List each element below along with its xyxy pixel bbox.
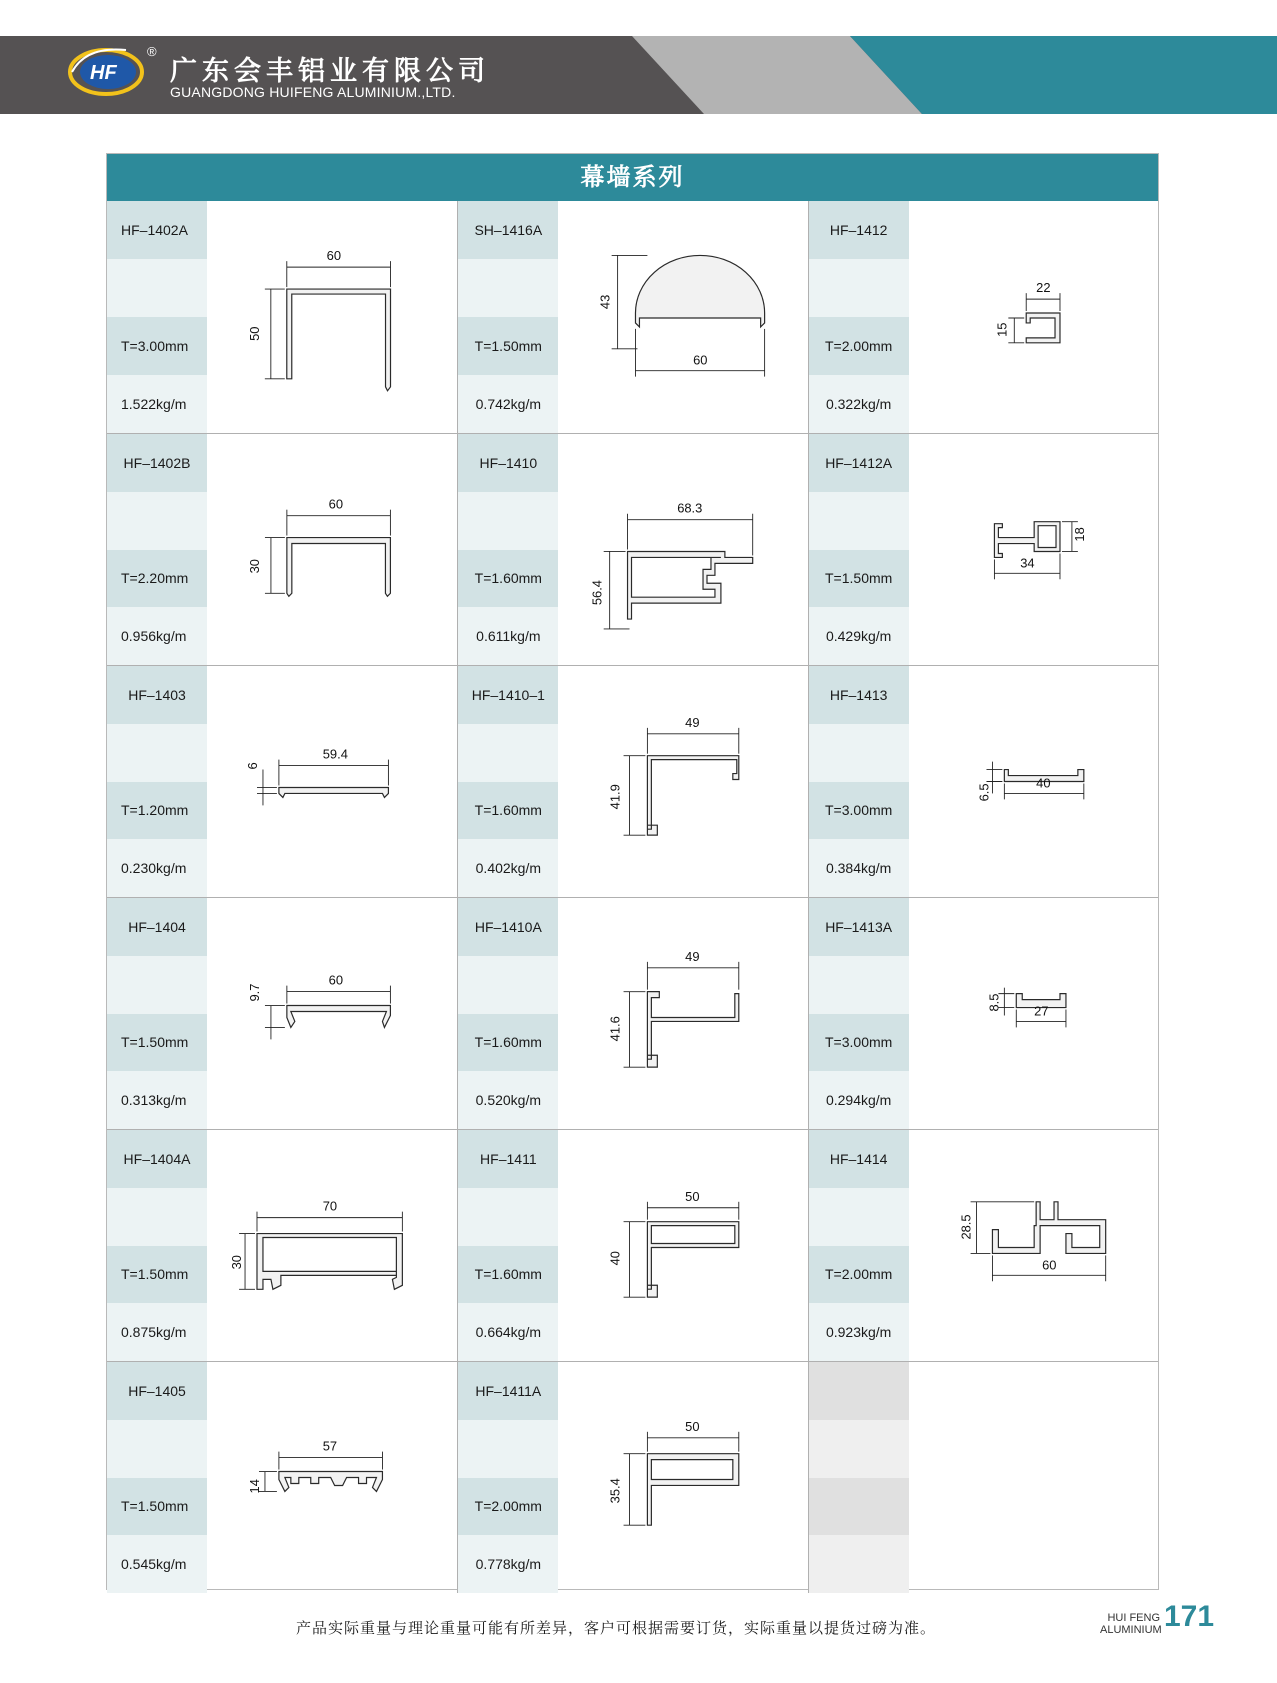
dim-label: 60 bbox=[326, 248, 342, 264]
profile-drawing bbox=[207, 201, 457, 433]
product-weight: 0.313kg/m bbox=[107, 1071, 207, 1129]
company-name-cn: 广东会丰铝业有限公司 bbox=[170, 56, 490, 87]
profile-drawing bbox=[207, 1362, 457, 1593]
product-code: HF–1412 bbox=[809, 201, 909, 259]
profile-drawing bbox=[207, 1130, 457, 1361]
dim-label: 6.5 bbox=[976, 783, 992, 802]
product-weight: 1.522kg/m bbox=[107, 375, 207, 433]
product-weight: 0.429kg/m bbox=[809, 607, 909, 665]
product-thickness: T=1.50mm bbox=[107, 1014, 207, 1072]
catalog-row bbox=[107, 1361, 1158, 1593]
product-info bbox=[458, 434, 558, 665]
registered-mark: ® bbox=[147, 44, 157, 59]
product-info bbox=[458, 666, 558, 897]
product-cell bbox=[107, 201, 457, 433]
product-code: HF–1411 bbox=[458, 1130, 558, 1188]
product-code: HF–1405 bbox=[107, 1362, 207, 1420]
product-thickness: T=3.00mm bbox=[809, 1014, 909, 1072]
product-weight: 0.778kg/m bbox=[458, 1535, 558, 1593]
dim-label: 8.5 bbox=[986, 993, 1002, 1012]
dim-label: 70 bbox=[322, 1198, 338, 1214]
product-info bbox=[107, 1362, 207, 1593]
catalog-row bbox=[107, 1129, 1158, 1361]
product-info bbox=[107, 898, 207, 1129]
product-cell bbox=[457, 434, 807, 665]
product-code: HF–1403 bbox=[107, 666, 207, 724]
product-code: SH–1416A bbox=[458, 201, 558, 259]
dim-label: 41.9 bbox=[607, 784, 623, 810]
dim-label: 9.7 bbox=[246, 983, 262, 1002]
product-info bbox=[458, 1362, 558, 1593]
dim-label: 14 bbox=[246, 1479, 262, 1494]
product-cell bbox=[808, 666, 1158, 897]
dim-label: 27 bbox=[1033, 1003, 1049, 1019]
product-thickness: T=2.00mm bbox=[809, 317, 909, 375]
product-code: HF–1404A bbox=[107, 1130, 207, 1188]
empty-cell bbox=[808, 1362, 1158, 1593]
dim-label: 43 bbox=[597, 294, 613, 310]
profile-drawing bbox=[558, 666, 807, 897]
footer-brand-line2: ALUMINIUM bbox=[1100, 1624, 1162, 1636]
product-code: HF–1402A bbox=[107, 201, 207, 259]
product-code: HF–1410–1 bbox=[458, 666, 558, 724]
product-thickness: T=1.60mm bbox=[458, 1246, 558, 1304]
profile-drawing bbox=[909, 434, 1158, 665]
page-number: 171 bbox=[1164, 1600, 1215, 1633]
dim-label: 56.4 bbox=[590, 580, 606, 606]
catalog-row bbox=[107, 201, 1158, 433]
dim-label: 40 bbox=[1035, 775, 1051, 791]
catalog-row bbox=[107, 897, 1158, 1129]
product-cell bbox=[107, 434, 457, 665]
product-info bbox=[809, 898, 909, 1129]
product-info bbox=[458, 201, 558, 433]
product-thickness: T=1.50mm bbox=[107, 1246, 207, 1304]
product-cell bbox=[107, 1362, 457, 1593]
product-weight: 0.230kg/m bbox=[107, 839, 207, 897]
hf-logo-icon bbox=[66, 42, 146, 100]
profile-drawing bbox=[558, 1362, 807, 1593]
product-weight: 0.875kg/m bbox=[107, 1303, 207, 1361]
product-weight: 0.384kg/m bbox=[809, 839, 909, 897]
product-code: HF–1414 bbox=[809, 1130, 909, 1188]
product-thickness: T=2.00mm bbox=[458, 1478, 558, 1536]
profile-drawing bbox=[909, 201, 1158, 433]
product-thickness: T=1.50mm bbox=[458, 317, 558, 375]
product-weight: 0.923kg/m bbox=[809, 1303, 909, 1361]
profile-drawing bbox=[558, 201, 807, 433]
dim-label: 60 bbox=[328, 496, 344, 512]
product-code: HF–1413 bbox=[809, 666, 909, 724]
product-thickness: T=1.50mm bbox=[809, 550, 909, 608]
product-weight: 0.742kg/m bbox=[458, 375, 558, 433]
logo-text: HF bbox=[90, 62, 117, 84]
profile-drawing bbox=[558, 898, 807, 1129]
dim-label: 49 bbox=[685, 948, 700, 964]
product-info bbox=[107, 201, 207, 433]
footer-brand bbox=[1100, 1612, 1160, 1636]
product-code: HF–1402B bbox=[107, 434, 207, 492]
product-info bbox=[809, 1130, 909, 1361]
product-thickness: T=1.50mm bbox=[107, 1478, 207, 1536]
product-cell bbox=[457, 898, 807, 1129]
product-code: HF–1404 bbox=[107, 898, 207, 956]
dim-label: 35.4 bbox=[607, 1478, 623, 1504]
product-weight: 0.402kg/m bbox=[458, 839, 558, 897]
product-cell bbox=[107, 666, 457, 897]
profile-drawing bbox=[909, 898, 1158, 1129]
dim-label: 34 bbox=[1019, 555, 1035, 571]
dim-label: 18 bbox=[1071, 527, 1087, 542]
dim-label: 60 bbox=[693, 352, 708, 368]
weight-disclaimer: 产品实际重量与理论重量可能有所差异，客户可根据需要订货，实际重量以提货过磅为准。 bbox=[296, 1619, 937, 1637]
product-code: HF–1413A bbox=[809, 898, 909, 956]
profile-drawing bbox=[558, 434, 807, 665]
profile-drawing bbox=[909, 666, 1158, 897]
product-code: HF–1410 bbox=[458, 434, 558, 492]
product-info bbox=[458, 1130, 558, 1361]
product-thickness: T=2.20mm bbox=[107, 550, 207, 608]
product-info bbox=[107, 666, 207, 897]
product-code: HF–1411A bbox=[458, 1362, 558, 1420]
dim-label: 49 bbox=[685, 714, 700, 730]
profile-drawing bbox=[207, 666, 457, 897]
dim-label: 40 bbox=[607, 1251, 623, 1266]
product-cell bbox=[457, 201, 807, 433]
dim-label: 22 bbox=[1035, 280, 1051, 296]
catalog-grid bbox=[107, 201, 1158, 1593]
empty-info bbox=[809, 1362, 909, 1593]
product-thickness: T=1.20mm bbox=[107, 782, 207, 840]
dim-label: 30 bbox=[246, 559, 262, 574]
dim-label: 6 bbox=[244, 762, 260, 770]
dim-label: 30 bbox=[229, 1255, 245, 1270]
dim-label: 41.6 bbox=[607, 1016, 623, 1042]
product-thickness: T=3.00mm bbox=[107, 317, 207, 375]
catalog-row bbox=[107, 665, 1158, 897]
product-catalog bbox=[106, 153, 1159, 1590]
product-cell bbox=[457, 1130, 807, 1361]
dim-label: 50 bbox=[685, 1418, 700, 1434]
product-info bbox=[458, 898, 558, 1129]
catalog-title: 幕墙系列 bbox=[107, 154, 1158, 201]
product-info bbox=[809, 201, 909, 433]
product-code: HF–1410A bbox=[458, 898, 558, 956]
product-weight: 0.294kg/m bbox=[809, 1071, 909, 1129]
product-info bbox=[809, 666, 909, 897]
product-cell bbox=[808, 898, 1158, 1129]
product-weight: 0.611kg/m bbox=[458, 607, 558, 665]
dim-label: 57 bbox=[322, 1438, 338, 1454]
product-cell bbox=[808, 1130, 1158, 1361]
product-thickness: T=2.00mm bbox=[809, 1246, 909, 1304]
product-weight: 0.322kg/m bbox=[809, 375, 909, 433]
product-weight: 0.545kg/m bbox=[107, 1535, 207, 1593]
dim-label: 50 bbox=[246, 326, 262, 341]
profile-drawing bbox=[909, 1130, 1158, 1361]
product-code: HF–1412A bbox=[809, 434, 909, 492]
product-thickness: T=1.60mm bbox=[458, 782, 558, 840]
dim-label: 60 bbox=[1041, 1257, 1057, 1273]
profile-drawing bbox=[207, 898, 457, 1129]
profile-drawing bbox=[558, 1130, 807, 1361]
product-info bbox=[107, 434, 207, 665]
company-name-en: GUANGDONG HUIFENG ALUMINIUM.,LTD. bbox=[170, 84, 456, 100]
dim-label: 50 bbox=[685, 1188, 700, 1204]
product-cell bbox=[457, 666, 807, 897]
product-cell bbox=[457, 1362, 807, 1593]
product-thickness: T=3.00mm bbox=[809, 782, 909, 840]
catalog-row bbox=[107, 433, 1158, 665]
product-cell bbox=[808, 434, 1158, 665]
product-thickness: T=1.60mm bbox=[458, 1014, 558, 1072]
product-cell bbox=[107, 898, 457, 1129]
dim-label: 15 bbox=[994, 322, 1010, 337]
product-cell bbox=[808, 201, 1158, 433]
profile-drawing bbox=[207, 434, 457, 665]
dim-label: 59.4 bbox=[322, 746, 348, 762]
dim-label: 68.3 bbox=[677, 500, 703, 516]
product-info bbox=[809, 434, 909, 665]
product-cell bbox=[107, 1130, 457, 1361]
dim-label: 60 bbox=[328, 972, 344, 988]
product-weight: 0.956kg/m bbox=[107, 607, 207, 665]
product-info bbox=[107, 1130, 207, 1361]
footer-brand-line1: HUI FENG bbox=[1107, 1612, 1160, 1624]
dim-label: 28.5 bbox=[958, 1214, 974, 1240]
product-thickness: T=1.60mm bbox=[458, 550, 558, 608]
product-weight: 0.520kg/m bbox=[458, 1071, 558, 1129]
product-weight: 0.664kg/m bbox=[458, 1303, 558, 1361]
